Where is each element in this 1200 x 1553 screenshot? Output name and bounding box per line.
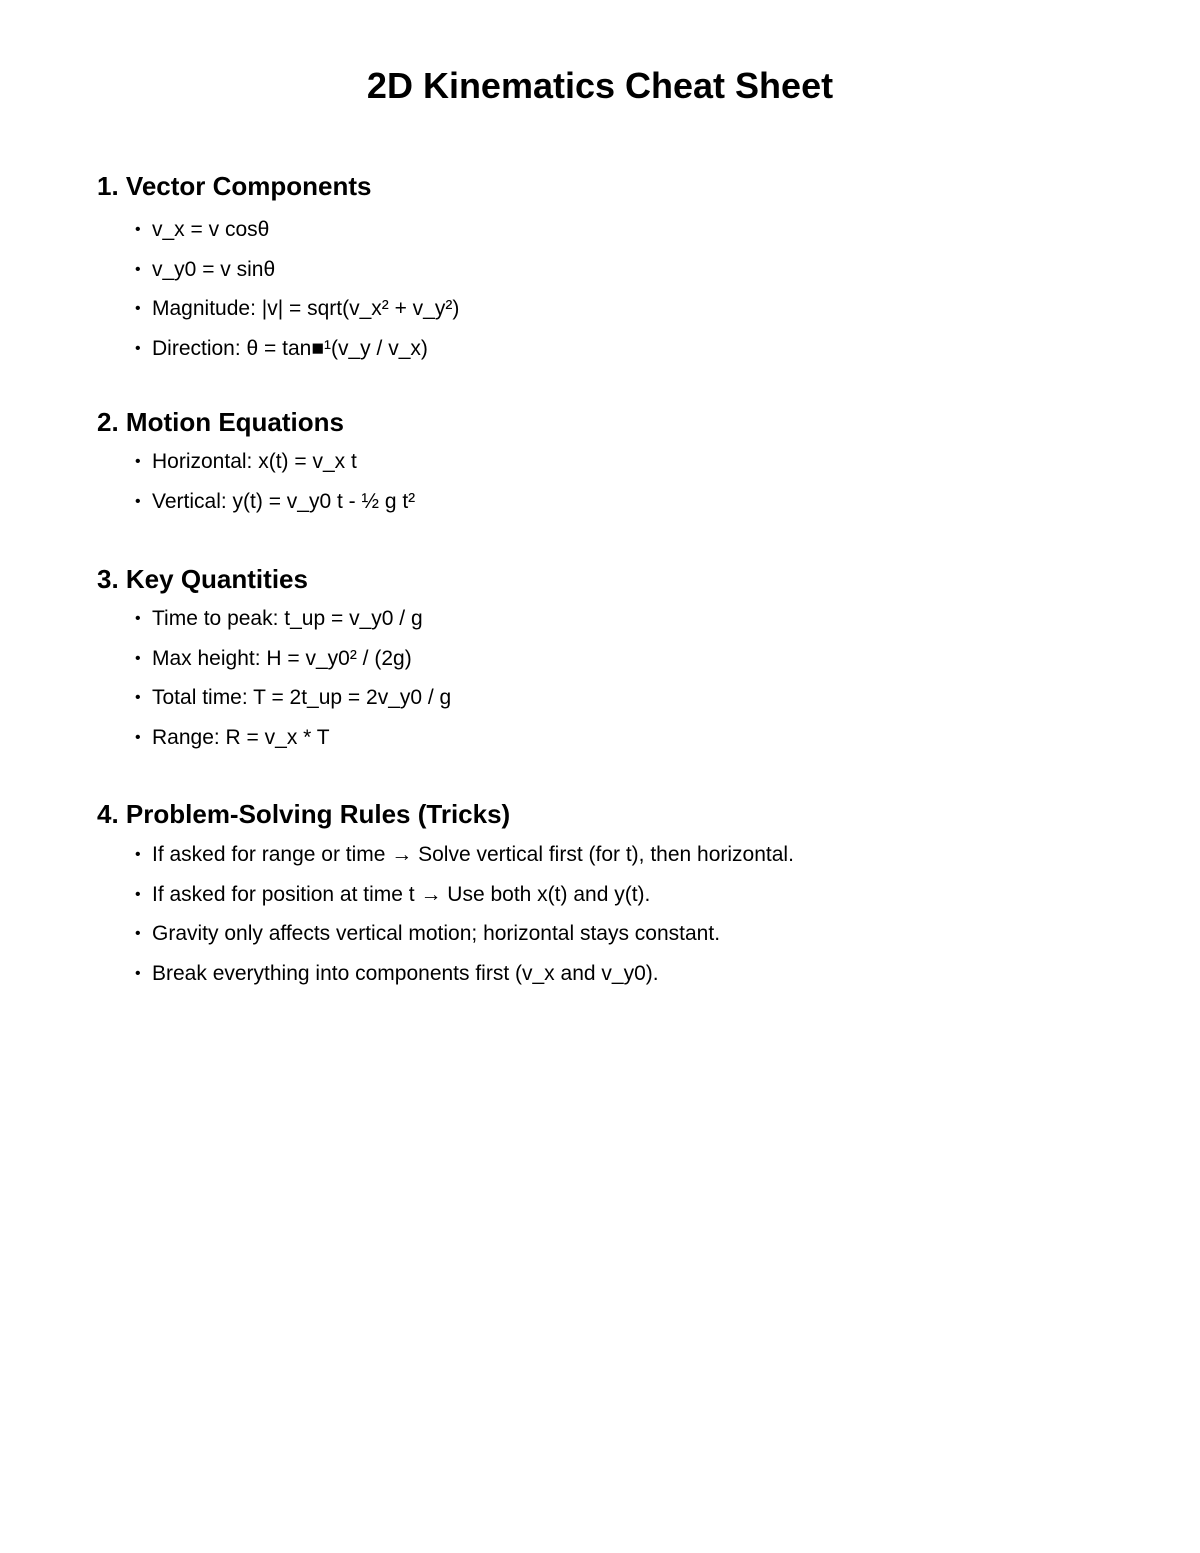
list-item-text: Time to peak: t_up = v_y0 / g	[152, 607, 423, 630]
bullet-icon: •	[135, 728, 141, 746]
list-item-text: Gravity only affects vertical motion; horizontal stays constant.	[152, 922, 721, 945]
bullet-icon: •	[135, 453, 141, 470]
list-item-text: Magnitude: |v| = sqrt(v_x² + v_y²)	[152, 297, 460, 320]
bullet-icon: •	[135, 221, 141, 238]
section-problem-solving-rules	[97, 798, 1097, 993]
section-key-quantities	[97, 563, 1097, 757]
list-item	[97, 289, 1097, 329]
section-heading: 2. Motion Equations	[97, 407, 344, 437]
section-heading: 4. Problem-Solving Rules (Tricks)	[97, 799, 511, 829]
list-item	[97, 835, 1097, 875]
list-item	[97, 250, 1097, 290]
bullet-list	[97, 442, 1097, 521]
list-item	[97, 954, 1097, 994]
list-item-text: If asked for position at time t → Use both x(t) and y(t).	[152, 882, 651, 906]
section-motion-equations	[97, 406, 1097, 521]
list-item	[97, 329, 1097, 369]
list-item-text: Range: R = v_x * T	[152, 725, 330, 749]
list-item	[97, 914, 1097, 954]
bullet-icon: •	[135, 649, 141, 667]
bullet-list	[97, 835, 1097, 993]
bullet-icon: •	[135, 492, 141, 510]
bullet-icon: •	[135, 689, 141, 706]
bullet-list	[97, 210, 1097, 368]
list-item	[97, 442, 1097, 482]
list-item	[97, 678, 1097, 718]
list-item-text: Max height: H = v_y0² / (2g)	[152, 646, 412, 670]
list-item	[97, 718, 1097, 758]
list-item-text: If asked for range or time → Solve vertical first (for t), then horizontal.	[152, 843, 794, 866]
list-item-text: Horizontal: x(t) = v_x t	[152, 450, 357, 473]
list-item	[97, 210, 1097, 250]
bullet-icon: •	[135, 846, 141, 863]
bullet-icon: •	[135, 300, 141, 317]
list-item-text: v_y0 = v sinθ	[152, 257, 276, 281]
section-heading: 1. Vector Components	[97, 171, 372, 201]
list-item-text: Break everything into components first (v_x and v_y0).	[152, 961, 659, 985]
bullet-icon: •	[135, 339, 141, 357]
list-item	[97, 875, 1097, 915]
bullet-icon: •	[135, 610, 141, 627]
bullet-list	[97, 599, 1097, 757]
bullet-icon: •	[135, 885, 141, 903]
bullet-icon: •	[135, 260, 141, 278]
list-item-text: Vertical: y(t) = v_y0 t - ½ g t²	[152, 489, 416, 513]
list-item	[97, 639, 1097, 679]
list-item	[97, 482, 1097, 522]
list-item-text: Total time: T = 2t_up = 2v_y0 / g	[152, 686, 452, 709]
list-item-text: v_x = v cosθ	[152, 218, 270, 241]
list-item	[97, 599, 1097, 639]
list-item-text: Direction: θ = tan■¹(v_y / v_x)	[152, 336, 428, 360]
page-title: 2D Kinematics Cheat Sheet	[366, 65, 834, 106]
bullet-icon: •	[135, 964, 141, 982]
bullet-icon: •	[135, 925, 141, 942]
section-vector-components	[97, 170, 1097, 368]
section-heading: 3. Key Quantities	[97, 564, 308, 594]
